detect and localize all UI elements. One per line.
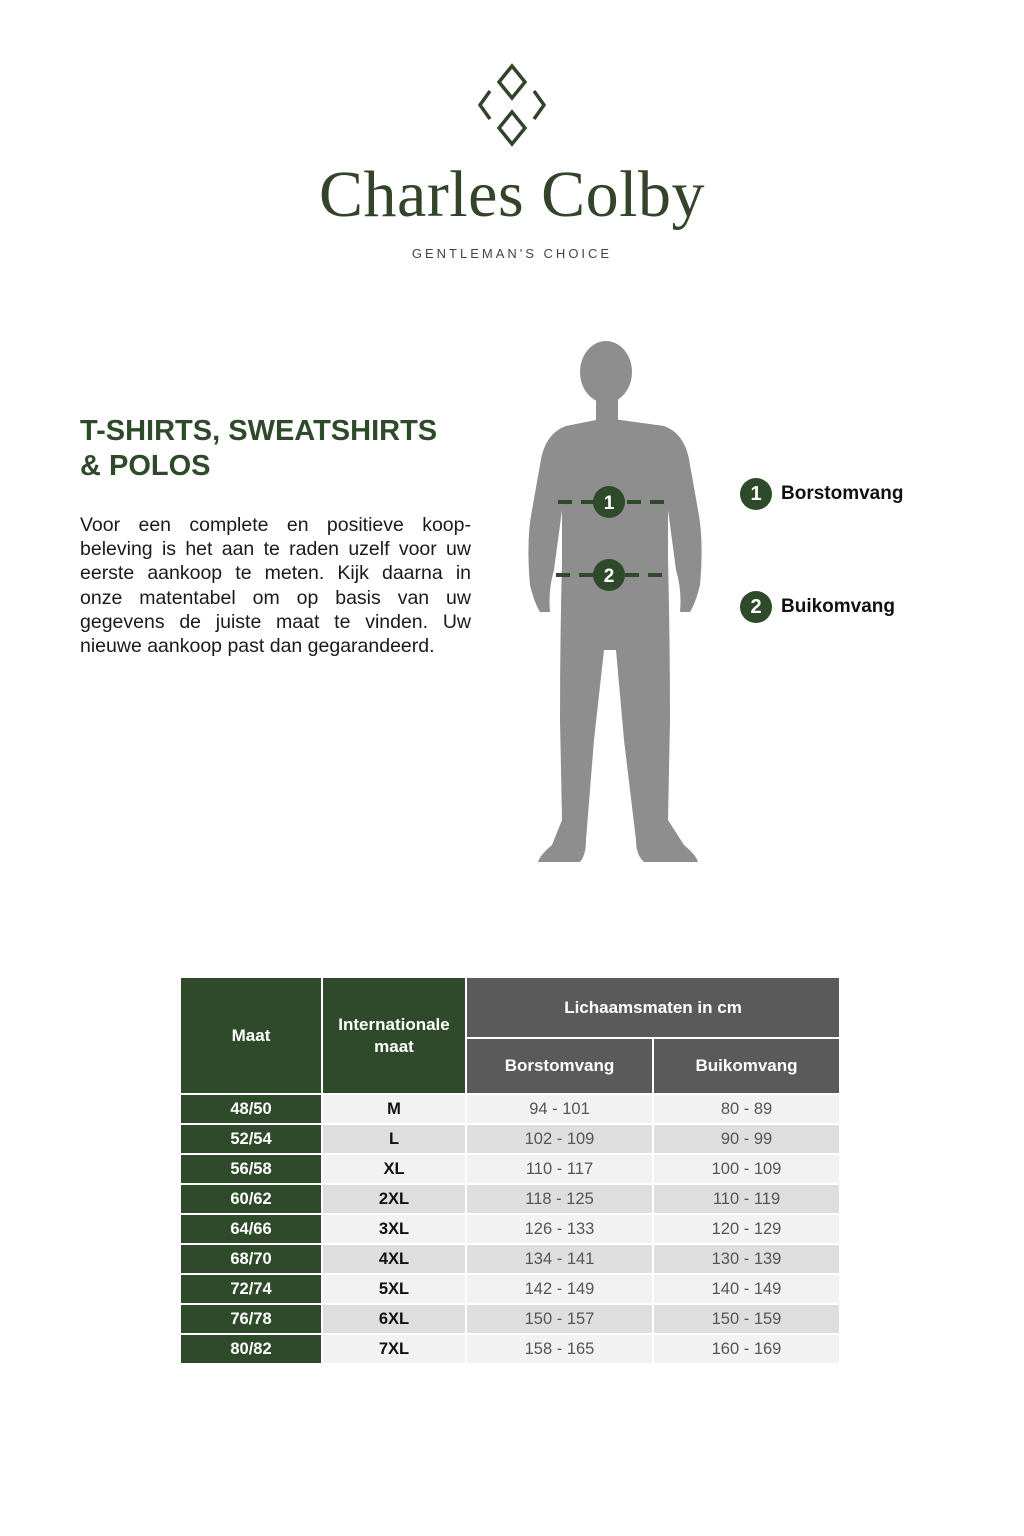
cell-chest: 158 - 165 <box>467 1335 652 1363</box>
cell-chest: 118 - 125 <box>467 1185 652 1213</box>
chest-marker-number: 1 <box>603 493 615 514</box>
legend-label-waist: Buikomvang <box>781 596 896 617</box>
body-silhouette-figure <box>520 340 710 876</box>
legend-item-waist <box>740 591 895 623</box>
brand-logo <box>0 60 1024 261</box>
cell-maat: 60/62 <box>181 1185 321 1213</box>
cell-maat: 68/70 <box>181 1245 321 1273</box>
cell-chest: 126 - 133 <box>467 1215 652 1243</box>
legend-label-chest: Borstomvang <box>781 483 904 504</box>
cell-chest: 102 - 109 <box>467 1125 652 1153</box>
legend-number-2: 2 <box>740 591 772 623</box>
table-row <box>181 1125 839 1153</box>
cell-maat: 72/74 <box>181 1275 321 1303</box>
cell-maat: 80/82 <box>181 1335 321 1363</box>
cell-maat: 64/66 <box>181 1215 321 1243</box>
cell-international: 4XL <box>323 1245 465 1273</box>
cell-waist: 150 - 159 <box>654 1305 839 1333</box>
page-title <box>80 414 500 484</box>
cell-waist: 120 - 129 <box>654 1215 839 1243</box>
legend-item-chest <box>740 478 903 510</box>
cell-waist: 100 - 109 <box>654 1155 839 1183</box>
cell-international: XL <box>323 1155 465 1183</box>
size-chart-table <box>179 976 841 1365</box>
cell-chest: 94 - 101 <box>467 1095 652 1123</box>
cell-waist: 90 - 99 <box>654 1125 839 1153</box>
cell-waist: 110 - 119 <box>654 1185 839 1213</box>
table-row <box>181 1185 839 1213</box>
cell-maat: 56/58 <box>181 1155 321 1183</box>
header-chest: Borstomvang <box>467 1039 652 1093</box>
silhouette <box>528 341 701 862</box>
cell-international: 3XL <box>323 1215 465 1243</box>
intro-paragraph: Voor een complete en positieve koop-beleving is het aan te raden uzelf voor uw eerste aankoop te meten. Kijk daarna in onze matentabel om op basis van uw gegevens de juiste maat te vinden. Uw nieuwe aankoop past dan gegarandeerd. <box>80 514 471 658</box>
table-row <box>181 1155 839 1183</box>
cell-chest: 134 - 141 <box>467 1245 652 1273</box>
header-international: Internationale maat <box>323 978 465 1093</box>
table-row <box>181 1215 839 1243</box>
cell-international: 7XL <box>323 1335 465 1363</box>
header-waist: Buikomvang <box>654 1039 839 1093</box>
table-row <box>181 1095 839 1123</box>
table-row <box>181 1335 839 1363</box>
table-row <box>181 1305 839 1333</box>
brand-tagline: GENTLEMAN'S CHOICE <box>411 246 613 261</box>
header-body-measurements: Lichaamsmaten in cm <box>467 978 839 1037</box>
brand-name: Charles Colby <box>319 158 705 231</box>
cell-waist: 130 - 139 <box>654 1245 839 1273</box>
cell-maat: 76/78 <box>181 1305 321 1333</box>
cell-international: M <box>323 1095 465 1123</box>
waist-marker-number: 2 <box>603 566 615 587</box>
table-row <box>181 1275 839 1303</box>
cell-international: L <box>323 1125 465 1153</box>
cell-waist: 160 - 169 <box>654 1335 839 1363</box>
legend-number-1: 1 <box>740 478 772 510</box>
cell-chest: 150 - 157 <box>467 1305 652 1333</box>
cell-waist: 140 - 149 <box>654 1275 839 1303</box>
cell-international: 2XL <box>323 1185 465 1213</box>
cell-maat: 52/54 <box>181 1125 321 1153</box>
cell-chest: 142 - 149 <box>467 1275 652 1303</box>
table-row <box>181 1245 839 1273</box>
cell-international: 5XL <box>323 1275 465 1303</box>
cell-maat: 48/50 <box>181 1095 321 1123</box>
diamond-logo-icon <box>476 60 548 148</box>
cell-waist: 80 - 89 <box>654 1095 839 1123</box>
cell-international: 6XL <box>323 1305 465 1333</box>
cell-chest: 110 - 117 <box>467 1155 652 1183</box>
page-title-line-1: T-SHIRTS, SWEATSHIRTS <box>80 415 438 447</box>
page-title-line-2: & POLOS <box>80 450 211 482</box>
header-maat: Maat <box>181 978 321 1093</box>
